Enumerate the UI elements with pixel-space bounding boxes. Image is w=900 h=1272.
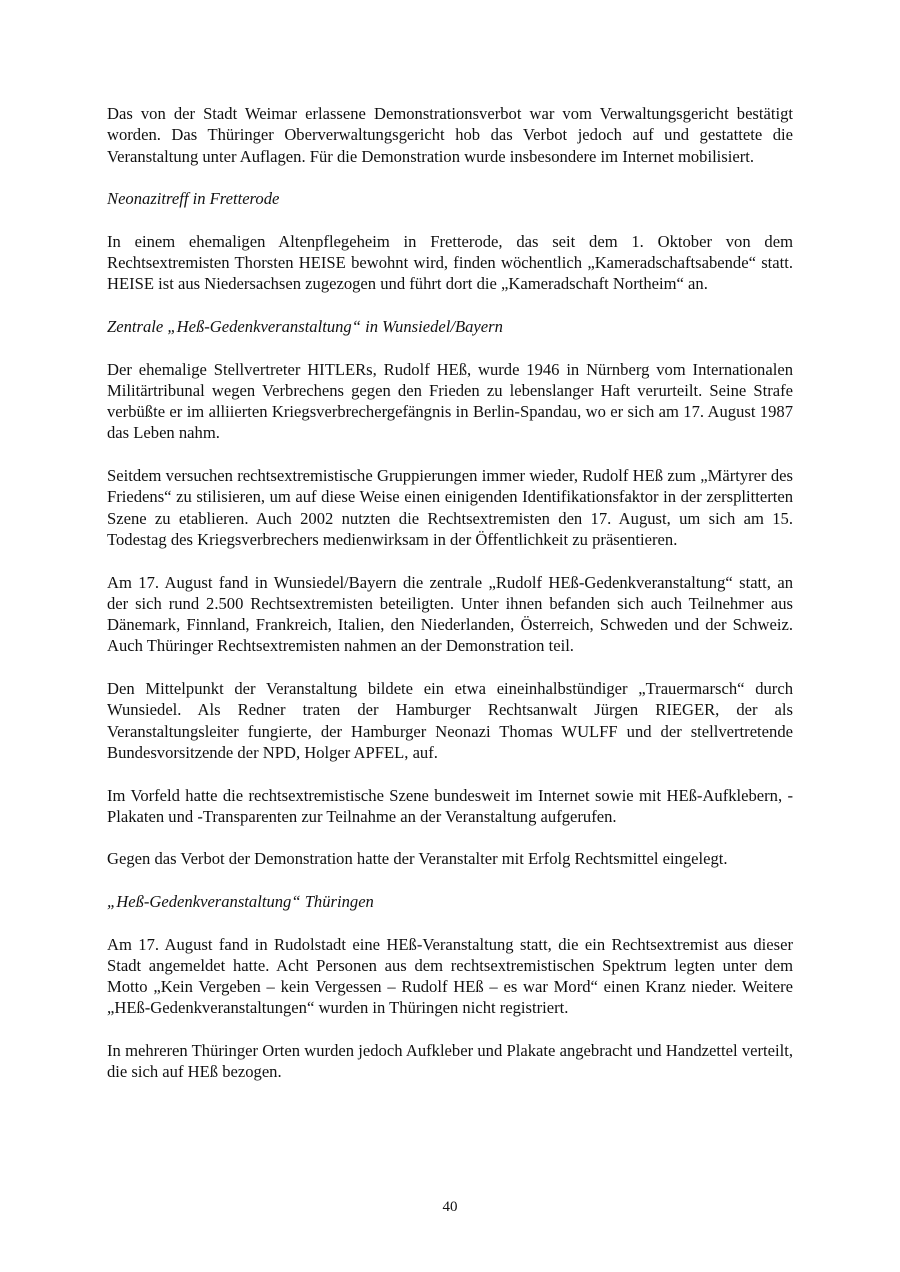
paragraph-rudolstadt: Am 17. August fand in Rudolstadt eine HEß-Veranstaltung statt, die ein Rechtsextremist aus dieser Stadt angemeldet hatte. Acht Personen aus dem rechtsextremistischen Spektrum legten unter dem Motto „Kein Vergeben – kein Vergessen – Rudolf HEß – es war Mord“ einen Kranz nieder. Weitere „HEß-Gedenkveranstaltungen“ wurden in Thüringen nicht registriert.: [107, 934, 793, 1018]
heading-fretterode: Neonazitreff in Fretterode: [107, 189, 280, 209]
page-number: 40: [442, 1199, 458, 1215]
paragraph-trauermarsch: Den Mittelpunkt der Veranstaltung bildete ein etwa eineinhalbstündiger „Trauermarsch“ durch Wunsiedel. Als Redner traten der Hamburger Rechtsanwalt Jürgen RIEGER, der als Veranstaltungsleiter fungierte, der Hamburger Neonazi Thomas WULFF und der stellvertretende Bundesvorsitzende der NPD, Holger APFEL, auf.: [107, 679, 793, 762]
paragraph-mobilization: Im Vorfeld hatte die rechtsextremistische Szene bundesweit im Internet sowie mit HEß-Aufklebern, -Plakaten und -Transparenten zur Teilnahme an der Veranstaltung aufgerufen.: [107, 785, 793, 826]
paragraph-wunsiedel-event: Am 17. August fand in Wunsiedel/Bayern die zentrale „Rudolf HEß-Gedenkveranstaltung“ statt, an der sich rund 2.500 Rechtsextremisten beteiligten. Unter ihnen befanden sich auch Teilnehmer aus Dänemark, Finnland, Frankreich, Italien, den Niederlanden, Österreich, Schweden und der Schweiz. Auch Thüringer Rechtsextremisten nahmen an der Demonstration teil.: [107, 572, 793, 656]
paragraph-posters-flyers: In mehreren Thüringer Orten wurden jedoch Aufkleber und Plakate angebracht und Handzettel verteilt, die sich auf HEß bezogen.: [107, 1041, 793, 1082]
paragraph-martyr-stylization: Seitdem versuchen rechtsextremistische Gruppierungen immer wieder, Rudolf HEß zum „Märtyrer des Friedens“ zu stilisieren, um auf diese Weise einen einigenden Identifikationsfaktor in der zersplitterten Szene zu etablieren. Auch 2002 nutzten die Rechtsextremisten den 17. August, um sich am 15. Todestag des Kriegsverbrechers medienwirksam in der Öffentlichkeit zu präsentieren.: [107, 466, 793, 549]
paragraph-fretterode: In einem ehemaligen Altenpflegeheim in Fretterode, das seit dem 1. Oktober von dem Rechtsextremisten Thorsten HEISE bewohnt wird, finden wöchentlich „Kameradschaftsabende“ statt. HEISE ist aus Niedersachsen zugezogen und führt dort die „Kameradschaft Northeim“ an.: [107, 231, 793, 294]
heading-wunsiedel: Zentrale „Heß-Gedenkveranstaltung“ in Wunsiedel/Bayern: [107, 316, 503, 336]
paragraph-weimar-ban: Das von der Stadt Weimar erlassene Demonstrationsverbot war vom Verwaltungsgericht bestätigt worden. Das Thüringer Oberverwaltungsgericht hob das Verbot jedoch auf und gestattete die Veranstaltung unter Auflagen. Für die Demonstration wurde insbesondere im Internet mobilisiert.: [107, 104, 793, 166]
document-body: [107, 103, 793, 1104]
paragraph-legal-remedy: Gegen das Verbot der Demonstration hatte der Veranstalter mit Erfolg Rechtsmittel eingelegt.: [107, 849, 728, 869]
paragraph-hess-background: Der ehemalige Stellvertreter HITLERs, Rudolf HEß, wurde 1946 in Nürnberg vom Internationalen Militärtribunal wegen Verbrechens gegen den Frieden zu lebenslanger Haft verurteilt. Seine Strafe verbüßte er im alliierten Kriegsverbrechergefängnis in Berlin-Spandau, wo er sich am 17. August 1987 das Leben nahm.: [107, 359, 793, 443]
heading-thueringen: „Heß-Gedenkveranstaltung“ Thüringen: [107, 891, 374, 911]
